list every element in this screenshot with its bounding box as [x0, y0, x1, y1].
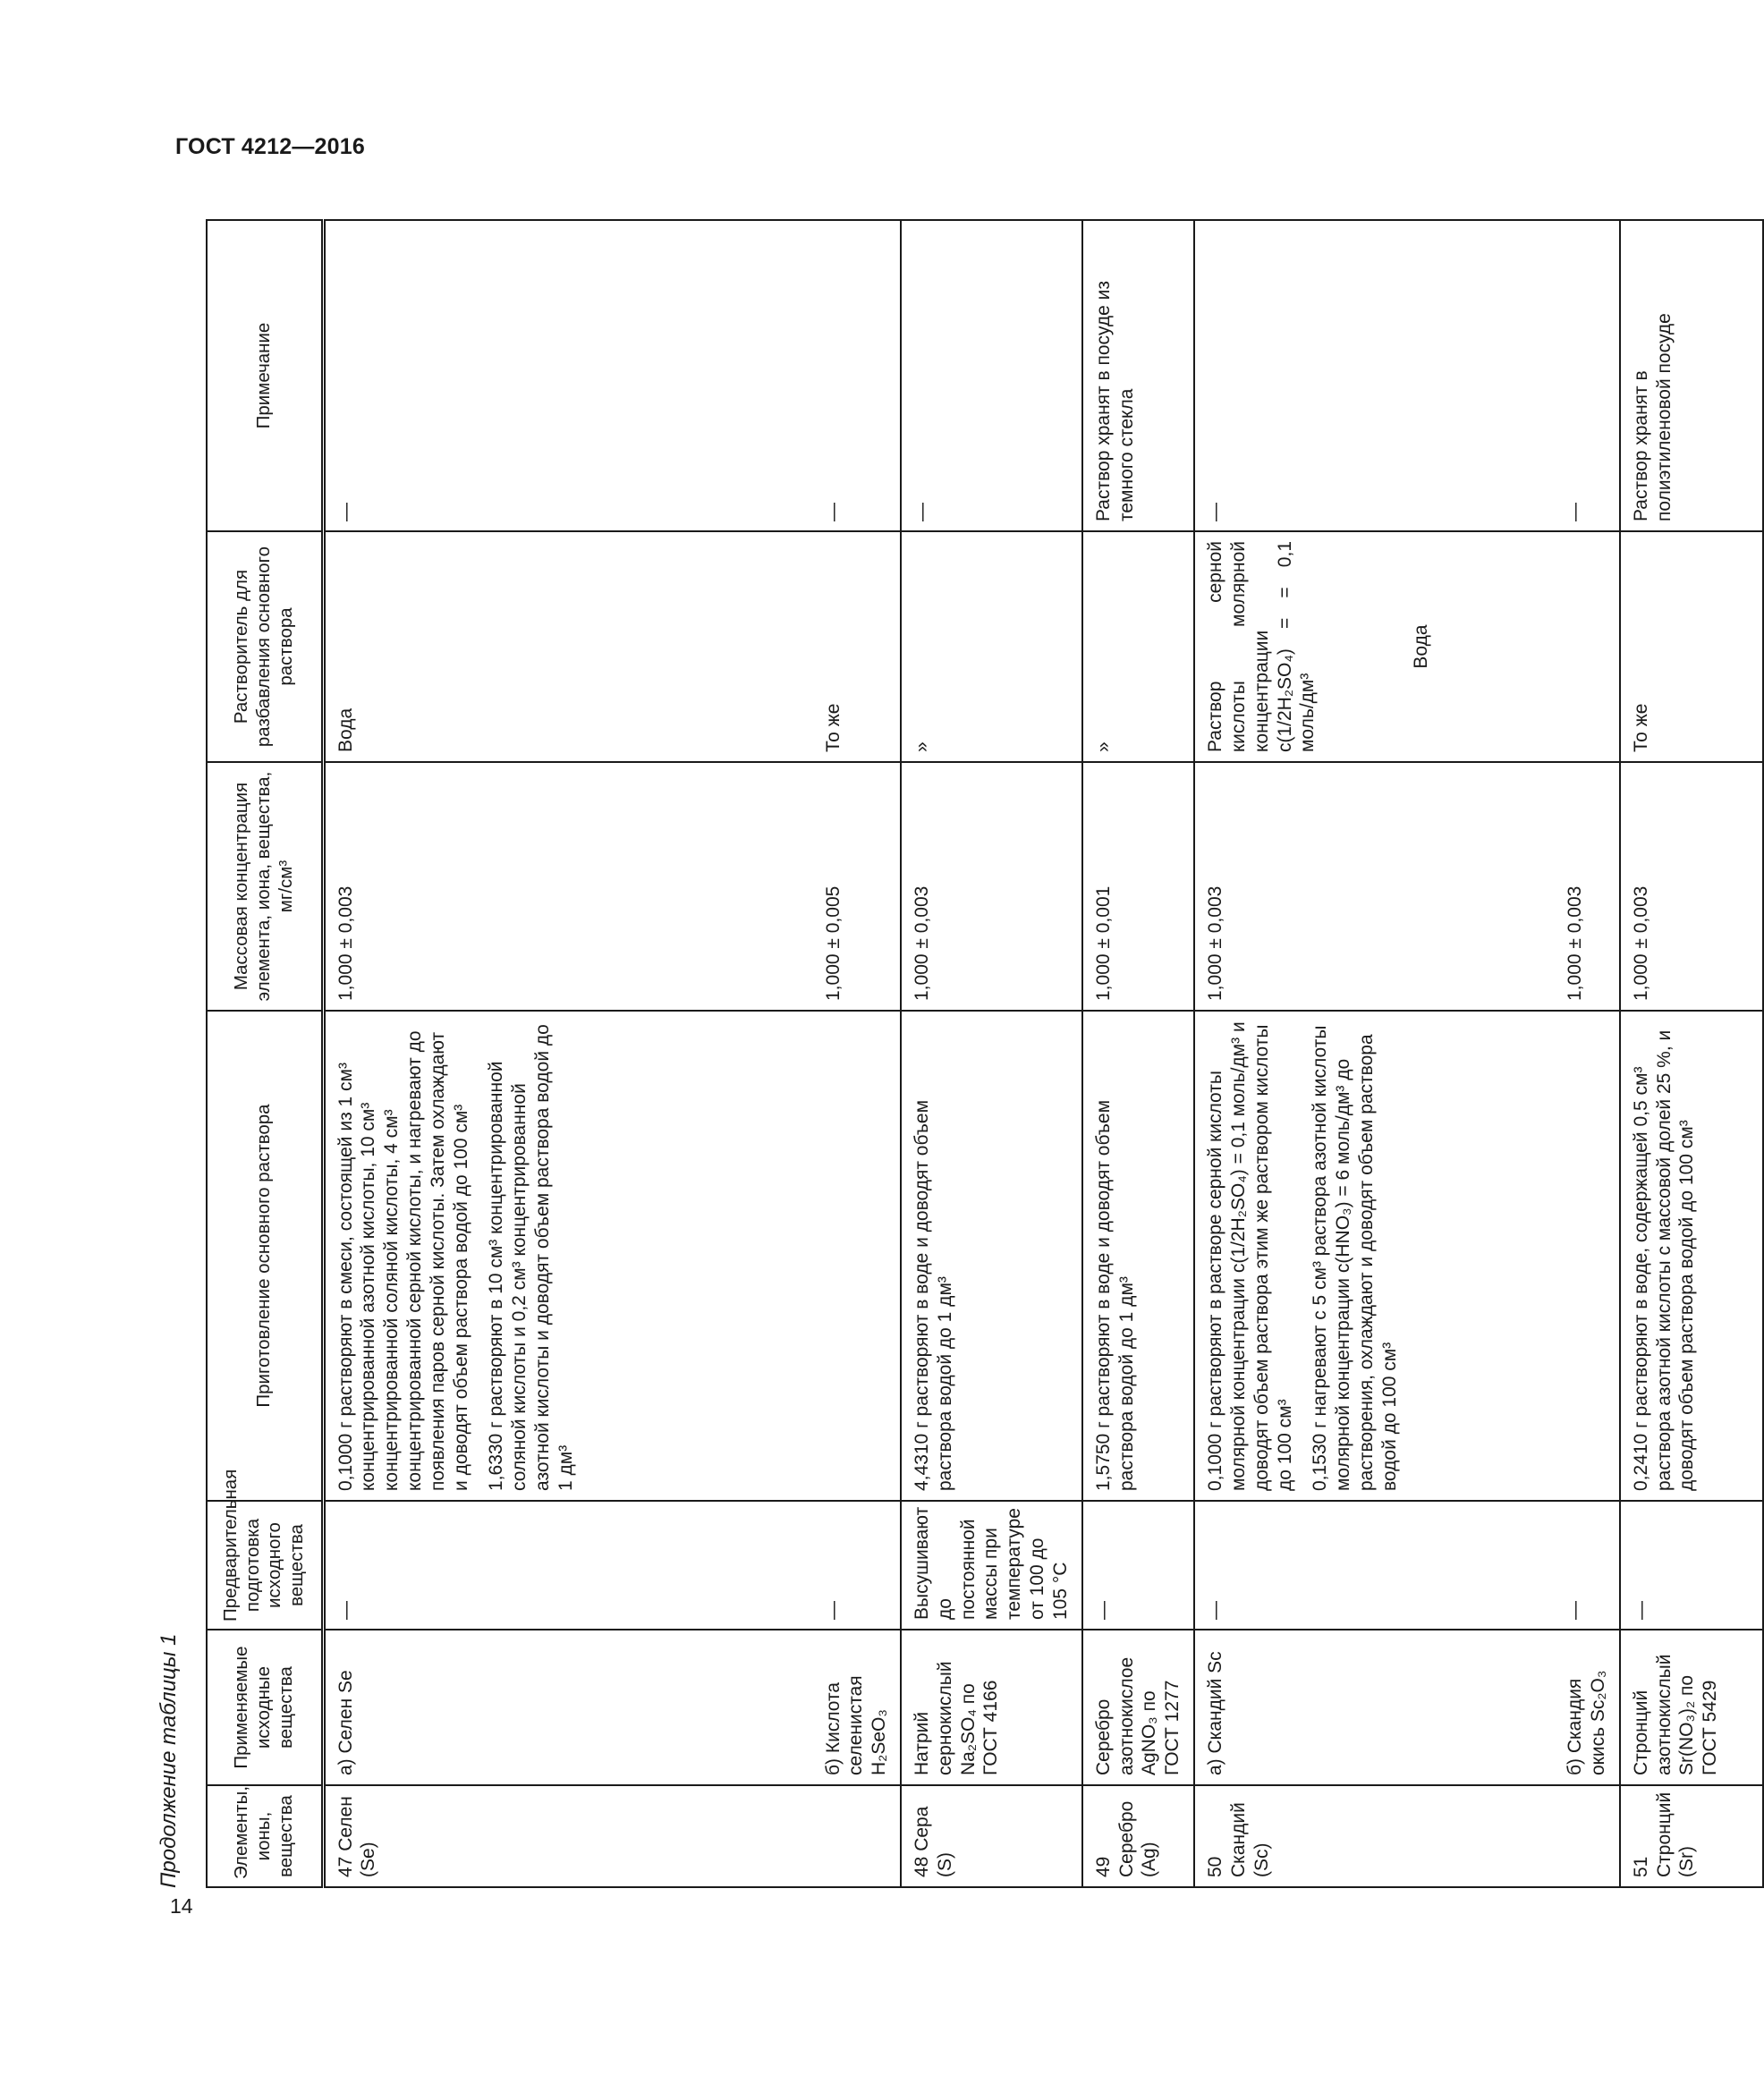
cell-preparation: —: [1082, 1501, 1194, 1630]
solution-b: 1,6330 г растворяют в 10 см³ концентрированной соляной кислоты и 0,2 см³ концентрированной азотной кислоты и доводят объем раствора водой до 1 дм³: [486, 1024, 576, 1491]
solvent-a: Раствор серной кислоты молярной концентрации с(1/2H₂SO₄) = = 0,1 моль/дм³: [1205, 541, 1319, 752]
table-header-row: [207, 220, 323, 1887]
solvent-b: То же: [822, 703, 844, 752]
cell-preparation: [323, 1501, 901, 1630]
table-continuation-caption: Продолжение таблицы 1: [157, 1633, 181, 1888]
rotated-table-container: [157, 207, 1721, 1888]
cell-solution: 4,4310 г растворяют в воде и доводят объем раствора водой до 1 дм³: [901, 1011, 1082, 1501]
document-code: ГОСТ 4212—2016: [175, 134, 365, 159]
cell-element: 51 Стронций (Sr): [1620, 1785, 1763, 1887]
cell-source: Серебро азотнокислое AgNO₃ по ГОСТ 1277: [1082, 1630, 1194, 1785]
prep-a: —: [1205, 1601, 1226, 1620]
source-b: б) Кислота селенистая H₂SeO₃: [822, 1675, 890, 1775]
col-header-solvent: Растворитель для разбавления основного раствора: [207, 531, 323, 762]
prep-b: —: [1565, 1601, 1586, 1620]
solution-a: 0,1000 г растворяют в смеси, состоящей из 1 см³ концентрированной азотной кислоты, 10 см³ концентрированной соляной кислоты, 4 см³ концентрированной серной кислоты, и нагревают до появления паров серной кислоты. Затем охлаждают и доводят объем раствора водой до 100 см³: [335, 1030, 471, 1491]
note-b: —: [822, 503, 844, 521]
source-b: б) Скандия окись Sc₂O₃: [1565, 1670, 1608, 1775]
prep-b: —: [822, 1601, 844, 1620]
cell-solvent: [1194, 531, 1620, 762]
conc-a: 1,000 ± 0,003: [1205, 885, 1226, 1001]
solution-b: 0,1530 г нагревают с 5 см³ раствора азотной кислоты молярной концентрации с(HNO₃) = 6 моль/дм³ до растворения, охлаждают и доводят объем раствора водой до 100 см³: [1310, 1025, 1400, 1491]
col-header-note: Примечание: [207, 220, 323, 531]
cell-concentration: [323, 762, 901, 1011]
cell-note: Раствор хранят в полиэтиленовой посуде: [1620, 220, 1763, 531]
cell-source: [1194, 1630, 1620, 1785]
cell-note: Раствор хранят в посуде из темного стекла: [1082, 220, 1194, 531]
cell-solvent: »: [1082, 531, 1194, 762]
note-a: —: [335, 503, 356, 521]
cell-element: [323, 1785, 901, 1887]
cell-concentration: 1,000 ± 0,003: [901, 762, 1082, 1011]
cell-source: Натрий сернокислый Na₂SO₄ по ГОСТ 4166: [901, 1630, 1082, 1785]
cell-note: —: [901, 220, 1082, 531]
cell-note: [1194, 220, 1620, 531]
cell-solvent: »: [901, 531, 1082, 762]
cell-preparation: [1194, 1501, 1620, 1630]
element-name: 50 Скандий (Sc): [1205, 1802, 1272, 1877]
cell-concentration: 1,000 ± 0,001: [1082, 762, 1194, 1011]
note-a: —: [1205, 503, 1226, 521]
cell-note: [323, 220, 901, 531]
cell-preparation: —: [1620, 1501, 1763, 1630]
cell-element: [1194, 1785, 1620, 1887]
col-header-concentration: Массовая концентрация элемента, иона, вещества, мг/см³: [207, 762, 323, 1011]
element-name: 47 Селен (Se): [335, 1796, 379, 1877]
col-header-element: Элементы, ионы, вещества: [207, 1785, 323, 1887]
cell-source: [323, 1630, 901, 1785]
source-a: а) Скандий Sc: [1205, 1651, 1226, 1775]
source-a: а) Селен Se: [335, 1670, 356, 1775]
cell-concentration: [1194, 762, 1620, 1011]
cell-solvent: То же: [1620, 531, 1763, 762]
solvent-a: Вода: [335, 707, 356, 752]
solvent-b: Вода: [1411, 624, 1432, 669]
page-number: 14: [170, 1894, 193, 1918]
table-row-50: [1194, 220, 1620, 1887]
table-row-51: [1620, 220, 1763, 1887]
cell-preparation: Высушивают до постоянной массы при температуре от 100 до 105 °С: [901, 1501, 1082, 1630]
cell-element: 48 Сера (S): [901, 1785, 1082, 1887]
col-header-source: Применяемые исходные вещества: [207, 1630, 323, 1785]
cell-solution: 0,2410 г растворяют в воде, содержащей 0,5 см³ раствора азотной кислоты с массовой долей 25 %, и доводят объем раствора водой до 100 см³: [1620, 1011, 1763, 1501]
table-row-48: [901, 220, 1082, 1887]
cell-element: 49 Серебро (Ag): [1082, 1785, 1194, 1887]
conc-a: 1,000 ± 0,003: [335, 885, 356, 1001]
note-b: —: [1565, 503, 1586, 521]
prep-a: —: [335, 1601, 356, 1620]
col-header-preparation: Предварительная подготовка исходного вещества: [207, 1501, 323, 1630]
col-header-solution: Приготовление основного раствора: [207, 1011, 323, 1501]
cell-source: Стронций азотнокислый Sr(NO₃)₂ по ГОСТ 5429: [1620, 1630, 1763, 1785]
conc-b: 1,000 ± 0,003: [1565, 885, 1586, 1001]
conc-b: 1,000 ± 0,005: [822, 885, 844, 1001]
cell-concentration: 1,000 ± 0,003: [1620, 762, 1763, 1011]
cell-solution: [323, 1011, 901, 1501]
cell-solvent: [323, 531, 901, 762]
solution-a: 0,1000 г растворяют в растворе серной кислоты молярной концентрации с(1/2H₂SO₄) = 0,1 моль/дм³ и доводят объем раствора этим же раствором кислоты до 100 см³: [1205, 1021, 1295, 1491]
table-row-49: [1082, 220, 1194, 1887]
cell-solution: 1,5750 г растворяют в воде и доводят объем раствора водой до 1 дм³: [1082, 1011, 1194, 1501]
reagents-table: [206, 219, 1764, 1888]
cell-solution: [1194, 1011, 1620, 1501]
table-row-47: [323, 220, 901, 1887]
